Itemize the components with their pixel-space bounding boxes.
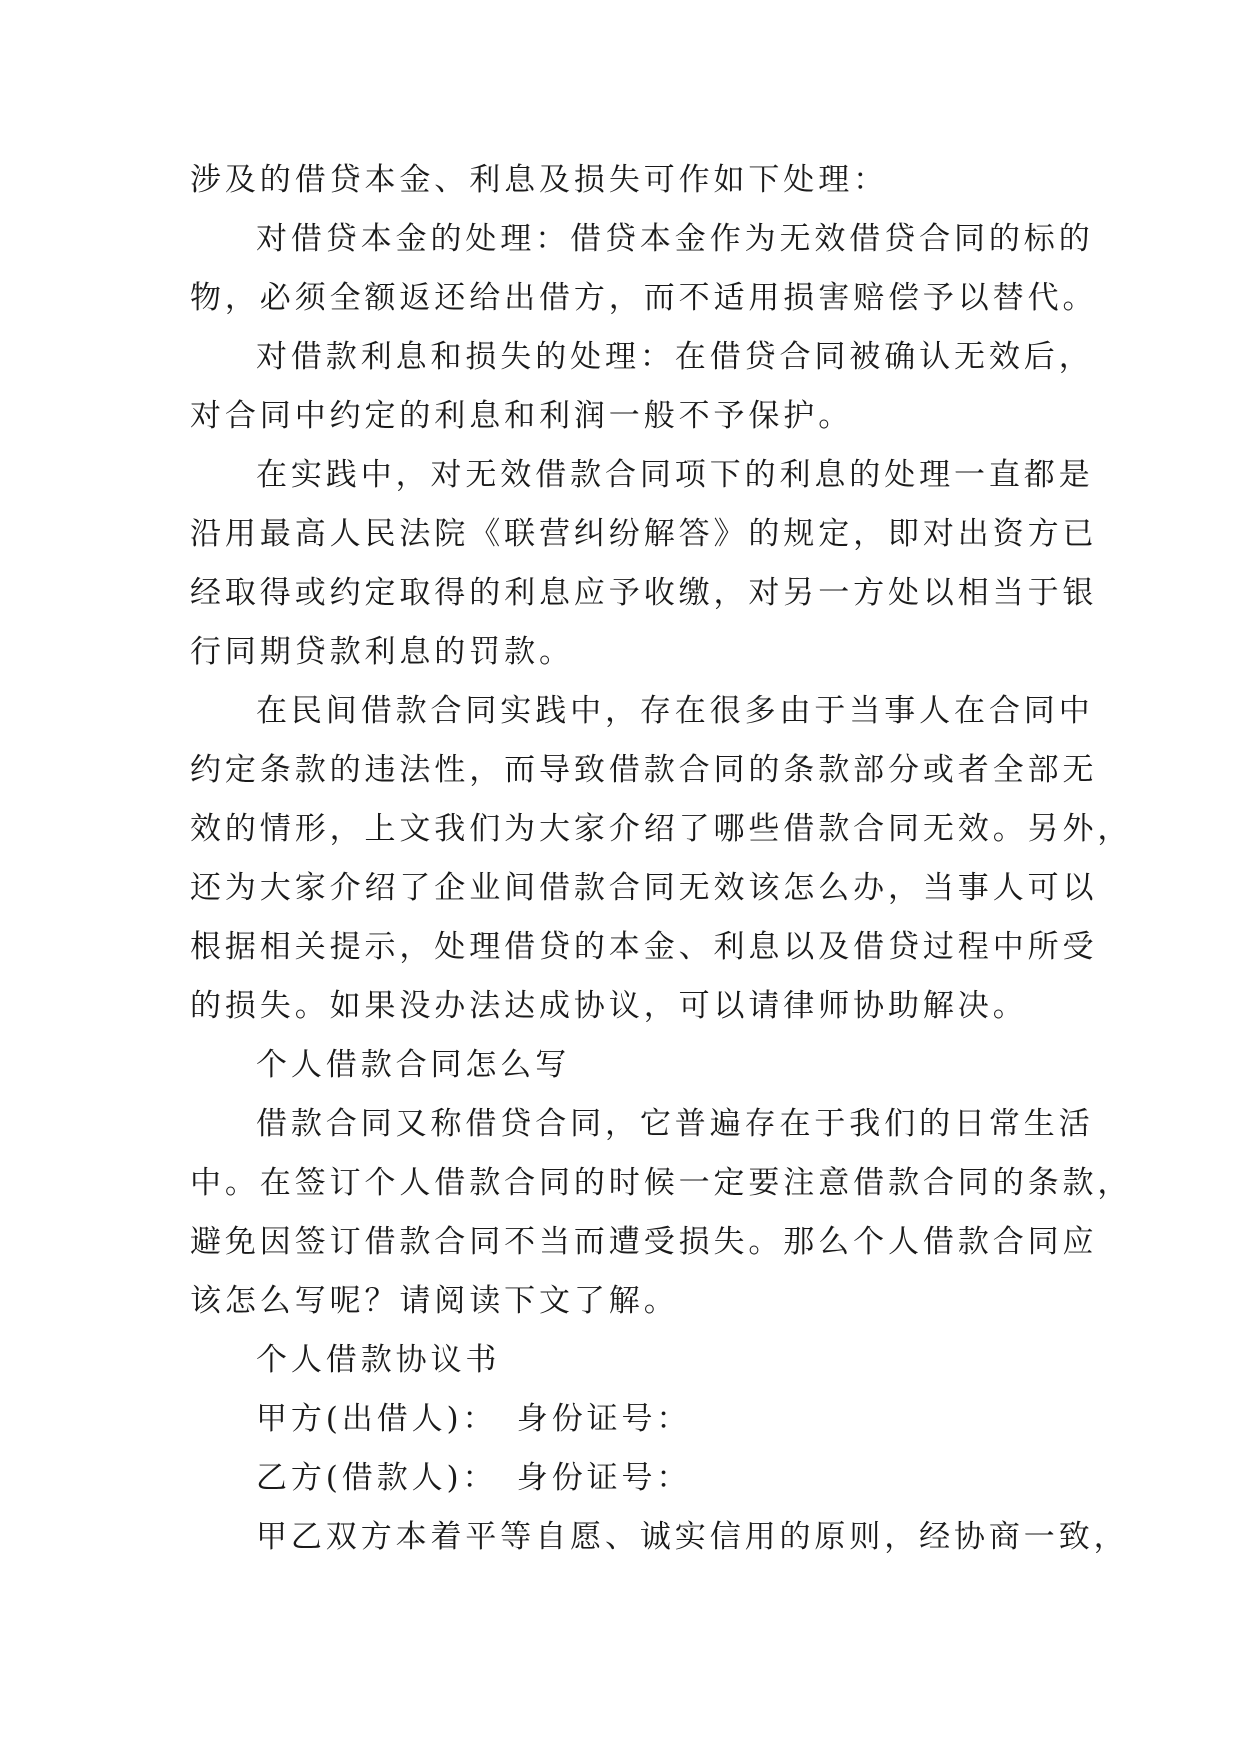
text-line: 物，必须全额返还给出借方，而不适用损害赔偿予以替代。: [190, 280, 1098, 316]
text-line: 中。在签订个人借款合同的时候一定要注意借款合同的条款，: [190, 1165, 1133, 1201]
text-line: 该怎么写呢？请阅读下文了解。: [190, 1283, 679, 1319]
paragraph-first-line: 对借贷本金的处理：借贷本金作为无效借贷合同的标的: [256, 221, 1094, 257]
text-line: 行同期贷款利息的罚款。: [190, 634, 574, 670]
text-line: 沿用最高人民法院《联营纠纷解答》的规定，即对出资方已: [190, 516, 1098, 552]
text-line: 涉及的借贷本金、利息及损失可作如下处理：: [190, 162, 888, 198]
section-heading: 个人借款合同怎么写: [256, 1047, 571, 1083]
text-line: 避免因签订借款合同不当而遭受损失。那么个人借款合同应: [190, 1224, 1098, 1260]
text-line: 还为大家介绍了企业间借款合同无效该怎么办，当事人可以: [190, 870, 1098, 906]
paragraph-first-line: 在民间借款合同实践中，存在很多由于当事人在合同中: [256, 693, 1094, 729]
paragraph-first-line: 在实践中，对无效借款合同项下的利息的处理一直都是: [256, 457, 1094, 493]
party-b-line: 乙方(借款人)： 身份证号：: [256, 1460, 692, 1496]
text-line: 根据相关提示，处理借贷的本金、利息以及借贷过程中所受: [190, 929, 1098, 965]
paragraph-first-line: 甲乙双方本着平等自愿、诚实信用的原则，经协商一致，: [256, 1519, 1129, 1555]
agreement-title: 个人借款协议书: [256, 1342, 501, 1378]
party-a-line: 甲方(出借人)： 身份证号：: [256, 1401, 692, 1437]
text-line: 效的情形，上文我们为大家介绍了哪些借款合同无效。另外，: [190, 811, 1133, 847]
text-line: 对合同中约定的利息和利润一般不予保护。: [190, 398, 854, 434]
text-line: 经取得或约定取得的利息应予收缴，对另一方处以相当于银: [190, 575, 1098, 611]
text-line: 的损失。如果没办法达成协议，可以请律师协助解决。: [190, 988, 1028, 1024]
paragraph-first-line: 借款合同又称借贷合同，它普遍存在于我们的日常生活: [256, 1106, 1094, 1142]
text-line: 约定条款的违法性，而导致借款合同的条款部分或者全部无: [190, 752, 1098, 788]
paragraph-first-line: 对借款利息和损失的处理：在借贷合同被确认无效后，: [256, 339, 1094, 375]
